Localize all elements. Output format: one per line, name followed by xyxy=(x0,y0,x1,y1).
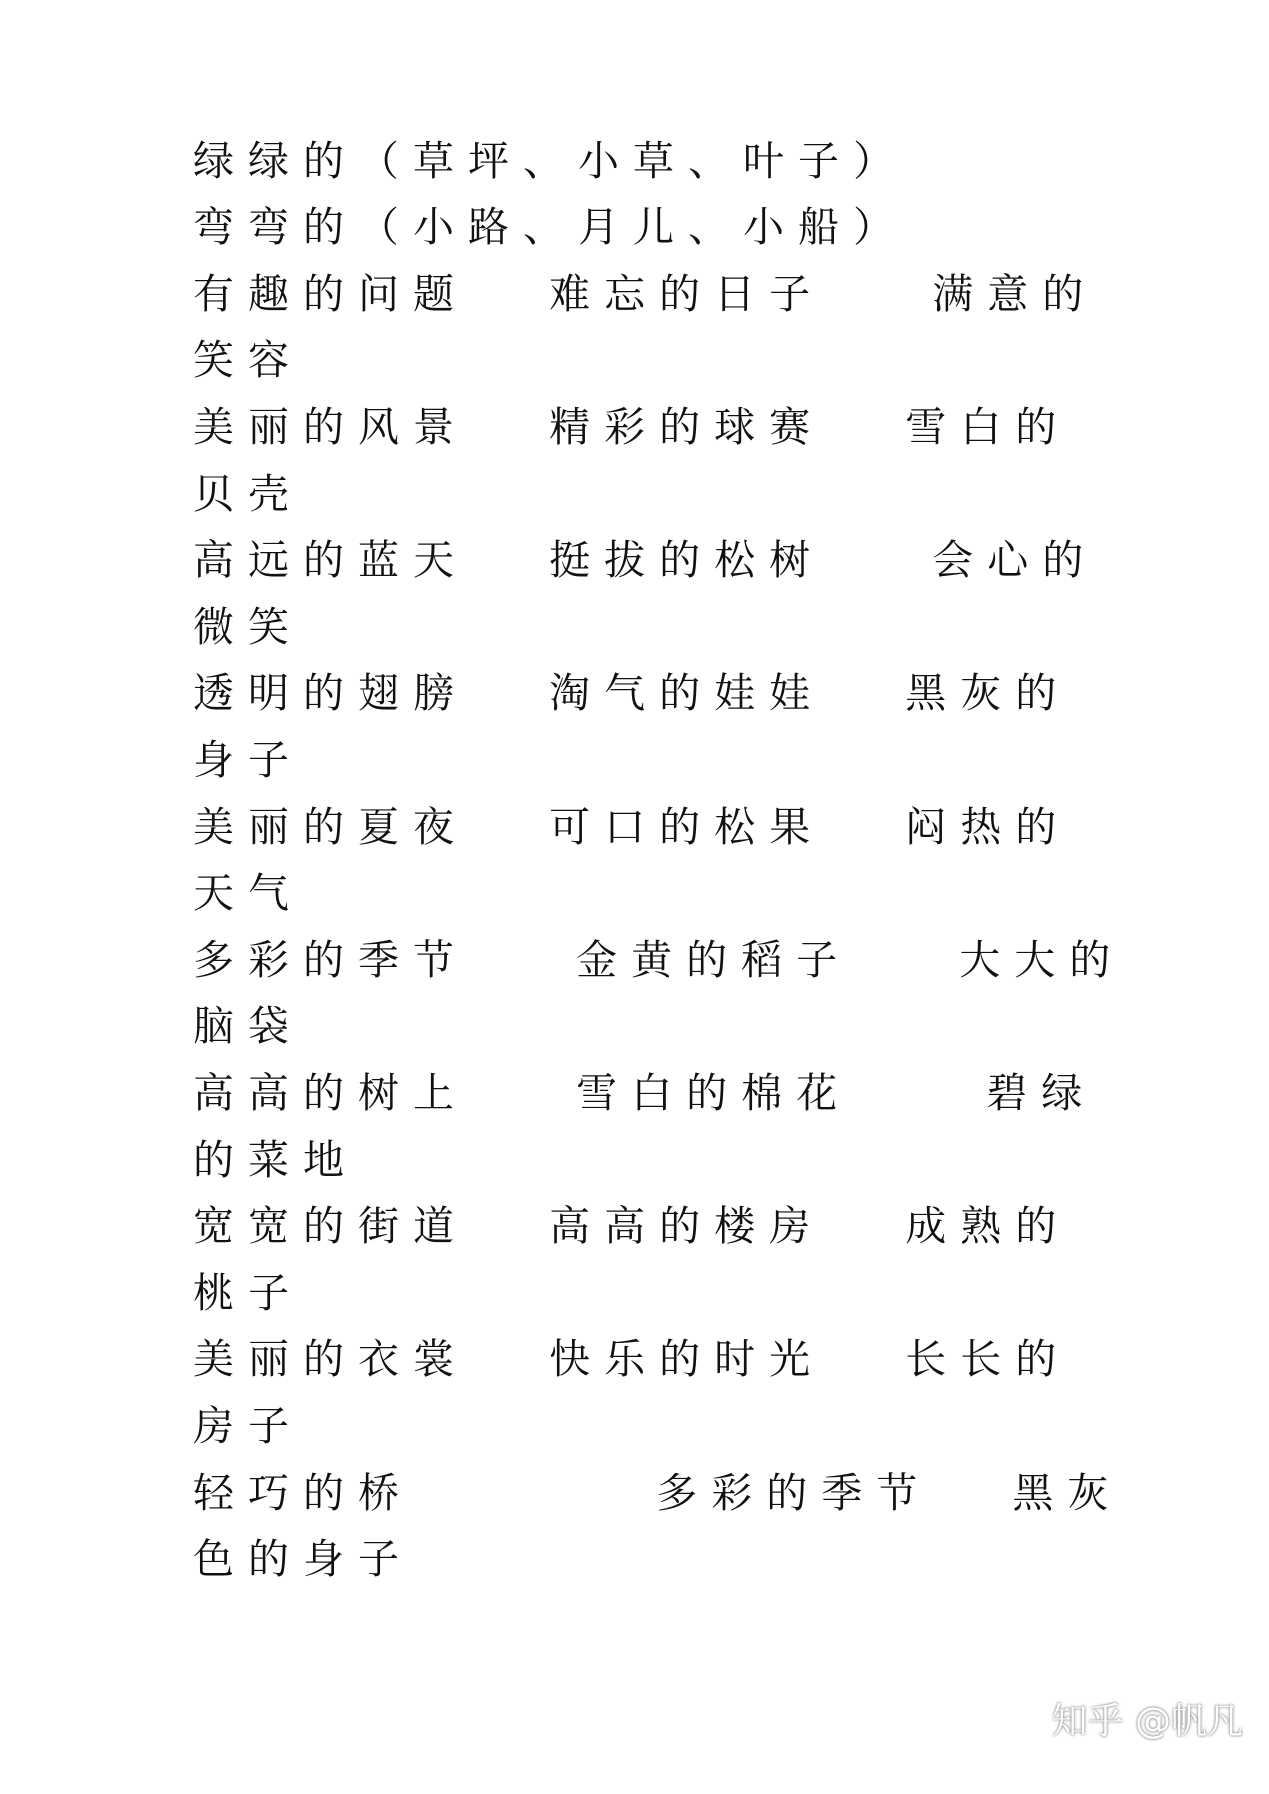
text-line: 色的身子 xyxy=(193,1535,413,1583)
text-line: 美丽的衣裳 快乐的时光 长长的 xyxy=(193,1335,1071,1383)
text-line: 有趣的问题 难忘的日子 满意的 xyxy=(193,270,1098,318)
text-line: 身子 xyxy=(193,736,303,784)
text-line: 房子 xyxy=(193,1402,303,1450)
text-line: 宽宽的街道 高高的楼房 成熟的 xyxy=(193,1202,1071,1250)
text-line: 弯弯的（小路、月儿、小船） xyxy=(193,203,908,251)
text-line: 多彩的季节 金黄的稻子 大大的 xyxy=(193,936,1125,984)
text-line: 轻巧的桥 多彩的季节 黑灰 xyxy=(193,1469,1123,1517)
text-line: 高高的树上 雪白的棉花 碧绿 xyxy=(193,1069,1097,1117)
text-line: 桃子 xyxy=(193,1269,303,1317)
text-line: 高远的蓝天 挺拔的松树 会心的 xyxy=(193,536,1098,584)
text-line: 脑袋 xyxy=(193,1002,303,1050)
watermark: 知乎 @帆凡 xyxy=(1051,1701,1243,1742)
text-line: 美丽的风景 精彩的球赛 雪白的 xyxy=(193,403,1071,451)
text-line: 天气 xyxy=(193,869,303,917)
text-line: 透明的翅膀 淘气的娃娃 黑灰的 xyxy=(193,669,1071,717)
text-line: 的菜地 xyxy=(193,1136,358,1184)
text-line: 绿绿的（草坪、小草、叶子） xyxy=(193,137,908,185)
text-line: 贝壳 xyxy=(193,470,303,518)
text-line: 笑容 xyxy=(193,336,303,384)
text-line: 美丽的夏夜 可口的松果 闷热的 xyxy=(193,803,1071,851)
text-line: 微笑 xyxy=(193,603,303,651)
